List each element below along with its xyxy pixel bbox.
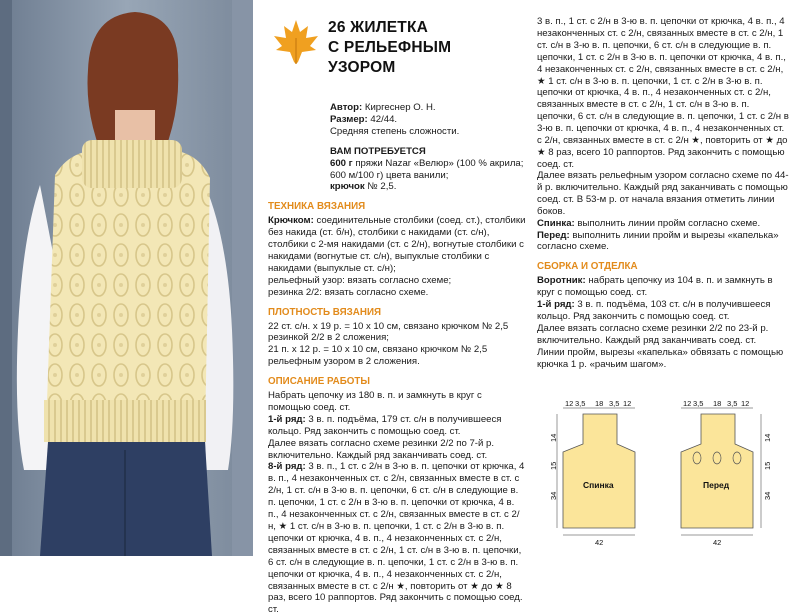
dim-top-4: 3,5	[609, 399, 620, 408]
front-dim-side-2: 15	[763, 461, 772, 470]
dim-side-1: 14	[549, 433, 558, 442]
dim-side-2: 15	[549, 461, 558, 470]
instructions-column-1: 26 ЖИЛЕТКА С РЕЛЬЕФНЫМ УЗОРОМ Автор: Киргеснер О. Н. Размер: 42/44. Средняя степень сложности. ВАМ ПОТРЕБУЕТСЯ 600 г пряжи Nazar «Велюр» (100 % акрила; 600 м/100 г) цвета ванили; крючок № 2,5. ТЕХНИКА ВЯЗАНИЯ Крючком: соединительные столбики (соед. ст.), столбики без накида (ст. б/н), столбики с накидами (ст. с/н), столбики с 2-мя накидами (ст. с 2/н), вогнутые столбики с накидами (вогнутые ст. с/н), выпуклые столбики с накидами (выпуклые ст. с/н); рельефный узор: вязать согласно схеме; резинка 2/2: вязать согласно схеме. ПЛОТНОСТЬ ВЯЗАНИЯ 22 ст. с/н. х 19 р. = 10 х 10 см, связано крючком № 2,5 резинкой 2/2 в 2 сложения; 21 п. х 12 р. = 10 х 10 см, связано крючком № 2,5 рельефным узором в 2 сложения. ОПИСАНИЕ РАБОТЫ Набрать цепочку из 180 в. п. и замкнуть в круг с помощью соед. ст. 1-й ряд: 3 в. п. подъёма, 179 ст. с/н в получившееся кольцо. Ряд закончить с помощью соед. ст. Далее вязать согласно схеме резинки 2/2 по 7-й р. включительно. Каждый ряд заканчивать соед. ст. 8-й ряд: 3 в. п., 1 ст. с 2/н в 3-ю в. п. цепочки от крючка, 4 в. п., 4 незаконченных ст. с 2/н, связанных вместе в ст. с 2/н, 1 ст. с/н в 3-ю в. п. цепочки, 6 ст. с/н в следующие в. п. цепочки, 1 ст. с 2/н в 3-ю в. п. цепочки от крючка, 4 в. п., 4 незаконченных ст. с 2/н, связанных вместе в ст. с 2/н, ★ 1 ст. с/н в 3-ю в. п. цепочки, 1 ст. с 2/н в 3-ю в. п. цепочки от крючка, 4 в. п., 4 незаконченных ст. с 2/н, связанных вместе в ст. с 2/н, 1 ст. с/н в 3-ю в. п. цепочки, 6 ст. с/н в следующие в. п. цепочки, 1 ст. с 2/н в 3-ю в. п. цепочки от крючка, 4 в. п., 4 незаконченных ст. с 2/н, связанных вместе в ст. с 2/н ★, повторить от ★ до ★ 8 раз, всего 10 раппортов. Ряд закончить с помощью соед. ст.	[268, 16, 526, 485]
dim-top-3: 18	[595, 399, 604, 408]
front-dim-side-1: 14	[763, 433, 772, 442]
row8-continued: 3 в. п., 1 ст. с 2/н в 3-ю в. п. цепочки от крючка, 4 в. п., 4 незаконченных ст. с 2/н, связанных вместе в ст. с 2/н, 1 ст. с/н в 3-ю в. п. цепочки, 6 ст. с/н в следующие в. п. цепочки, 1 ст. с 2/н в 3-ю в. п. цепочки от крючка, 4 в. п., 4 незаконченных ст. с 2/н, связанных вместе в ст. с 2/н, ★ 1 ст. с/н в 3-ю в. п. цепочки, 1 ст. с 2/н в 3-ю в. п. цепочки от крючка, 4 в. п., 4 незаконченных ст. с 2/н, связанных вместе в ст. с 2/н, 1 ст. с/н в 3-ю в. п. цепочки, 6 ст. с/н в следующие в. п. цепочки, 1 ст. с 2/н в 3-ю в. п. цепочки от крючка, 4 в. п., 4 незаконченных ст. с 2/н, связанных вместе в ст. с 2/н ★, повторить от ★ до ★ 8 раз, всего 10 раппортов. Ряд закончить с помощью соед. ст.	[537, 16, 789, 170]
model-photo	[0, 0, 253, 556]
dim-side-3: 34	[549, 491, 558, 500]
front-label: Перед	[703, 480, 730, 490]
technique-heading: ТЕХНИКА ВЯЗАНИЯ	[268, 201, 366, 213]
front-dim-side-3: 34	[763, 491, 772, 500]
front-dim-top-3: 18	[713, 399, 722, 408]
schematic-diagram	[549, 399, 793, 548]
assembly-heading: СБОРКА И ОТДЕЛКА	[537, 261, 638, 273]
density-heading: ПЛОТНОСТЬ ВЯЗАНИЯ	[268, 306, 382, 318]
front-schematic	[681, 399, 772, 547]
dim-top-1: 12	[565, 399, 574, 408]
front-dim-top-4: 3,5	[727, 399, 738, 408]
back-width: 42	[595, 538, 604, 547]
front-width: 42	[713, 538, 722, 547]
back-schematic	[549, 399, 635, 547]
meta-block: Автор: Киргеснер О. Н. Размер: 42/44. Средняя степень сложности. ВАМ ПОТРЕБУЕТСЯ 600 г пряжи Nazar «Велюр» (100 % акрила; 600 м/100 г) цвета ванили; крючок № 2,5.	[330, 102, 524, 193]
work-heading: ОПИСАНИЕ РАБОТЫ	[268, 376, 370, 388]
front-dim-top-2: 3,5	[693, 399, 704, 408]
dim-top-2: 3,5	[575, 399, 586, 408]
title-block	[268, 16, 526, 94]
back-label: Спинка	[583, 480, 614, 490]
dim-top-5: 12	[623, 399, 632, 408]
maple-leaf-icon	[272, 18, 320, 66]
instructions-column-2: 3 в. п., 1 ст. с 2/н в 3-ю в. п. цепочки от крючка, 4 в. п., 4 незаконченных ст. с 2/н, связанных вместе в ст. с 2/н, 1 ст. с/н в 3-ю в. п. цепочки, 6 ст. с/н в следующие в. п. цепочки, 1 ст. с 2/н в 3-ю в. п. цепочки от крючка, 4 в. п., 4 незаконченных ст. с 2/н, связанных вместе в ст. с 2/н, ★ 1 ст. с/н в 3-ю в. п. цепочки, 1 ст. с 2/н в 3-ю в. п. цепочки от крючка, 4 в. п., 4 незаконченных ст. с 2/н, связанных вместе в ст. с 2/н, 1 ст. с/н в 3-ю в. п. цепочки, 6 ст. с/н в следующие в. п. цепочки, 1 ст. с 2/н в 3-ю в. п. цепочки от крючка, 4 в. п., 4 незаконченных ст. с 2/н, связанных вместе в ст. с 2/н ★, повторить от ★ до ★ 8 раз, всего 10 раппортов. Ряд закончить с помощью соед. ст. Далее вязать рельефным узором согласно схеме по 44-й р. включительно. Каждый ряд заканчивать с помощью соед. ст. В 53-м р. от начала вязания отметить линии боков. Спинка: выполнить линии пройм согласно схеме. Перед: выполнить линии пройм и вырезы «капелька» согласно схеме. СБОРКА И ОТДЕЛКА Воротник: набрать цепочку из 104 в. п. и замкнуть в круг с помощью соед. ст. 1-й ряд: 3 в. п. подъёма, 103 ст. с/н в получившееся кольцо. Ряд закончить с помощью соед. ст. Далее вязать согласно схеме резинки 2/2 по 23-й р. включительно. Каждый ряд заканчивать соед. ст. Линии пройм, вырезы «капелька» обвязать с помощью крючка 1 р. «рачьим шагом».	[537, 16, 789, 370]
front-dim-top-1: 12	[683, 399, 692, 408]
page-title: 26 ЖИЛЕТКА С РЕЛЬЕФНЫМ УЗОРОМ	[328, 19, 452, 76]
front-dim-top-5: 12	[741, 399, 750, 408]
